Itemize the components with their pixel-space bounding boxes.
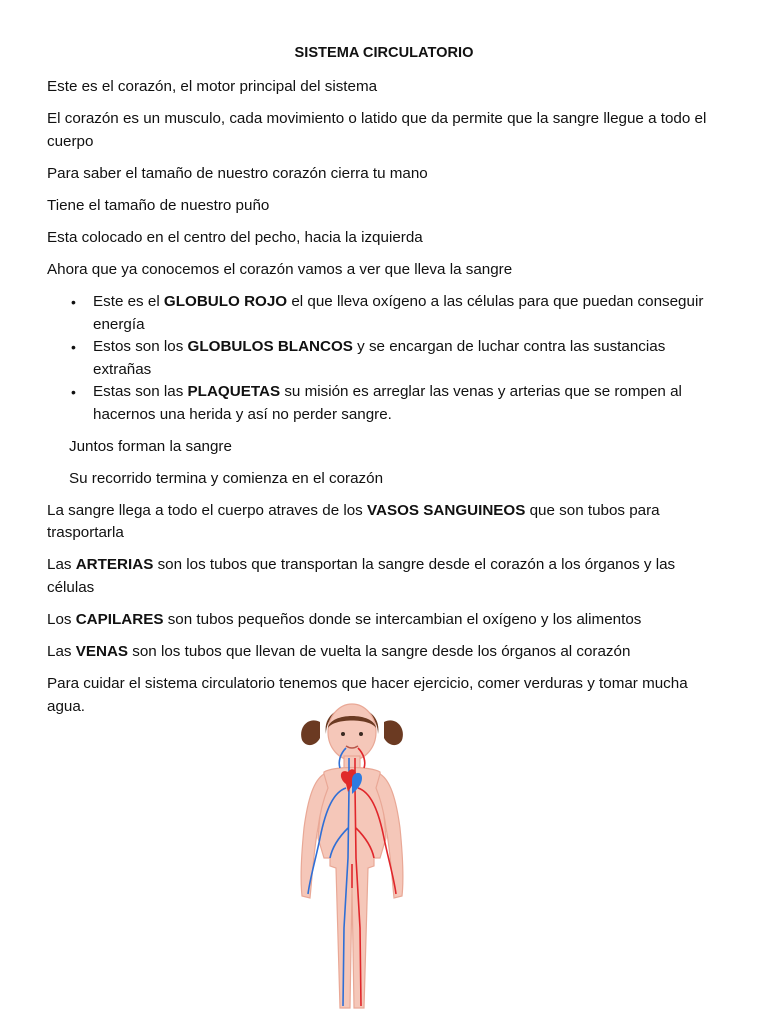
paragraph: Esta colocado en el centro del pecho, hacia la izquierda bbox=[47, 228, 423, 246]
paragraph: La sangre llega a todo el cuerpo atraves de los VASOS SANGUINEOS que son tubos para trasportarla bbox=[47, 501, 660, 542]
document-title: SISTEMA CIRCULATORIO bbox=[294, 45, 474, 61]
bullet-icon: • bbox=[71, 294, 76, 311]
bold-term: VENAS bbox=[75, 643, 129, 661]
human-circulatory-system-illustration bbox=[268, 688, 436, 1018]
bullet-icon: • bbox=[71, 384, 76, 401]
paragraph: Su recorrido termina y comienza en el corazón bbox=[69, 469, 384, 487]
list-item: • Este es el GLOBULO ROJO el que lleva oxígeno a las células para que puedan conseguir energía bbox=[71, 293, 704, 333]
document-body bbox=[47, 76, 723, 728]
list-item: • Estas son las PLAQUETAS su misión es arreglar las venas y arterias que se rompen al hacernos una herida y así no perder sangre. bbox=[71, 383, 682, 423]
bold-term: PLAQUETAS bbox=[187, 383, 281, 401]
paragraph: Tiene el tamaño de nuestro puño bbox=[47, 196, 270, 214]
bullet-icon: • bbox=[71, 339, 76, 356]
closing-paragraph: Para cuidar el sistema circulatorio tenemos que hacer ejercicio, comer verduras y tomar mucha agua. bbox=[47, 675, 688, 715]
bold-term: VASOS SANGUINEOS bbox=[367, 501, 526, 519]
paragraph: Juntos forman la sangre bbox=[69, 437, 232, 455]
paragraph: Las VENAS son los tubos que llevan de vuelta la sangre desde los órganos al corazón bbox=[47, 643, 631, 661]
paragraph: Para saber el tamaño de nuestro corazón cierra tu mano bbox=[47, 164, 428, 182]
bold-term: GLOBULO ROJO bbox=[163, 293, 288, 311]
list-item: • Estos son los GLOBULOS BLANCOS y se encargan de luchar contra las sustancias extrañas bbox=[71, 338, 666, 378]
bold-term: ARTERIAS bbox=[75, 556, 154, 574]
paragraph: Ahora que ya conocemos el corazón vamos a ver que lleva la sangre bbox=[47, 260, 513, 278]
paragraph: Los CAPILARES son tubos pequeños donde se intercambian el oxígeno y los alimentos bbox=[47, 611, 642, 629]
bold-term: CAPILARES bbox=[75, 611, 164, 629]
blood-components-list bbox=[47, 291, 723, 426]
paragraph: Las ARTERIAS son los tubos que transportan la sangre desde el corazón a los órganos y las células bbox=[47, 556, 676, 596]
paragraph: Este es el corazón, el motor principal del sistema bbox=[47, 78, 378, 95]
paragraph: El corazón es un musculo, cada movimiento o latido que da permite que la sangre llegue a todo el cuerpo bbox=[47, 110, 707, 150]
bold-term: GLOBULOS BLANCOS bbox=[187, 338, 353, 356]
